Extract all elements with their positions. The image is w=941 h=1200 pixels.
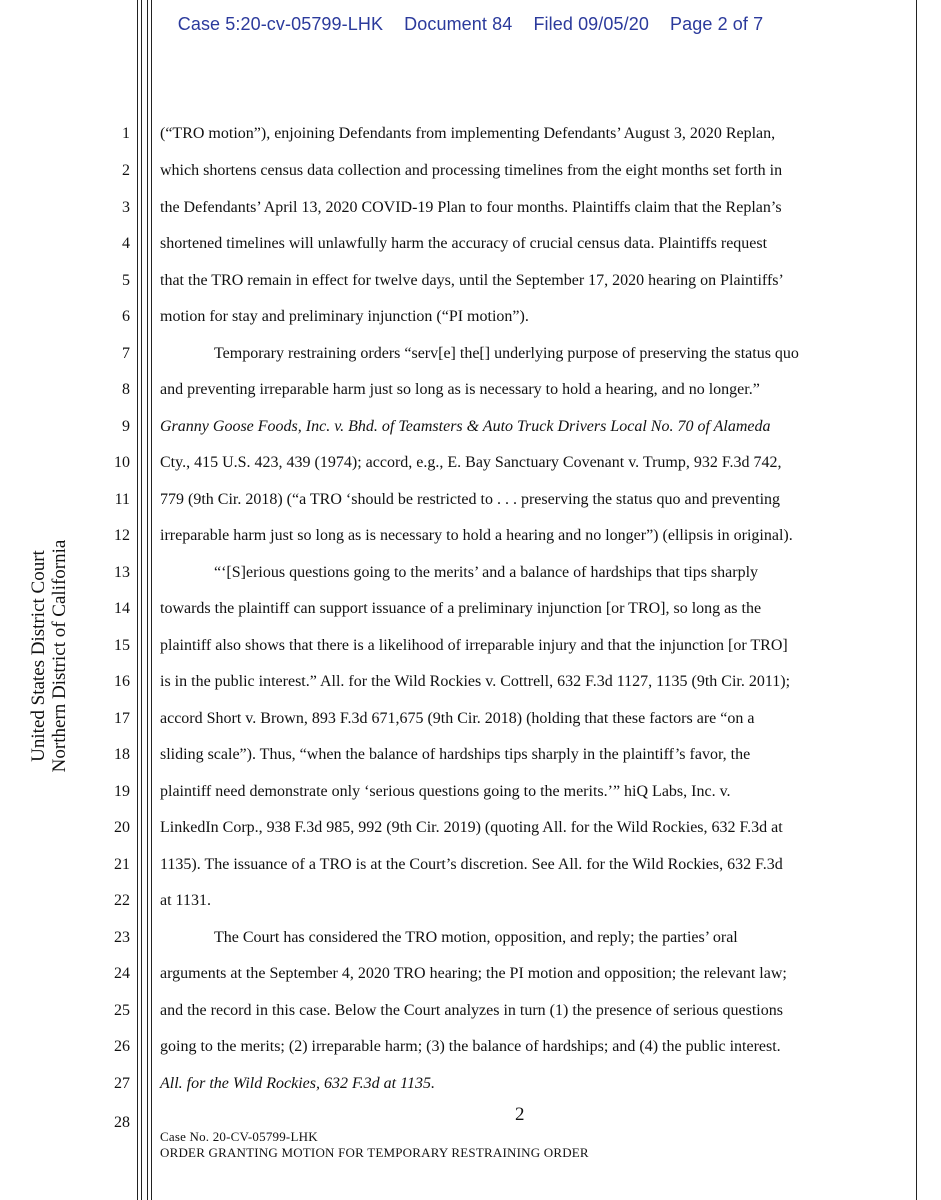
text-line: 779 (9th Cir. 2018) (“a TRO ‘should be restricted to . . . preserving the status quo and preventing <box>160 491 781 508</box>
text-line: at 1131. <box>160 892 211 909</box>
margin-rule <box>137 0 138 1200</box>
line-number: 3 <box>122 199 130 216</box>
line-number: 10 <box>114 454 130 471</box>
document-number: Document 84 <box>404 14 513 34</box>
line-number: 13 <box>114 564 130 581</box>
line-number: 6 <box>122 308 130 325</box>
line-number: 21 <box>114 856 130 873</box>
text-line: (“TRO motion”), enjoining Defendants from implementing Defendants’ August 3, 2020 Replan, <box>160 125 776 142</box>
line-number: 27 <box>114 1075 130 1092</box>
margin-rule <box>141 0 142 1200</box>
text-line: Granny Goose Foods, Inc. v. Bhd. of Teamsters & Auto Truck Drivers Local No. 70 of Alameda <box>160 418 771 435</box>
text-line: going to the merits; (2) irreparable harm; (3) the balance of hardships; and (4) the public interest. <box>160 1038 781 1055</box>
footer-case-number: Case No. 20-CV-05799-LHK <box>160 1129 318 1144</box>
line-number: 11 <box>114 491 130 508</box>
line-number: 2 <box>122 162 130 179</box>
filed-date: Filed 09/05/20 <box>533 14 649 34</box>
line-number: 26 <box>114 1038 130 1055</box>
line-number: 16 <box>114 673 130 690</box>
text-line: Cty., 415 U.S. 423, 439 (1974); accord, e.g., E. Bay Sanctuary Covenant v. Trump, 932 F.3d 742, <box>160 454 782 471</box>
text-line: The Court has considered the TRO motion, opposition, and reply; the parties’ oral <box>214 929 738 946</box>
margin-rule <box>147 0 148 1200</box>
text-line: towards the plaintiff can support issuance of a preliminary injunction [or TRO], so long as the <box>160 600 762 617</box>
line-number: 8 <box>122 381 130 398</box>
text-line: which shortens census data collection and processing timelines from the eight months set forth in <box>160 162 783 179</box>
line-number: 24 <box>114 965 130 982</box>
line-number: 4 <box>122 235 130 252</box>
case-number: Case 5:20-cv-05799-LHK <box>177 14 384 34</box>
line-number: 7 <box>122 345 130 362</box>
line-number: 28 <box>114 1114 130 1131</box>
text-line: sliding scale”). Thus, “when the balance of hardships tips sharply in the plaintiff’s favor, the <box>160 746 751 763</box>
line-number: 20 <box>114 819 130 836</box>
right-margin-rule <box>916 0 917 1200</box>
line-number: 23 <box>114 929 130 946</box>
line-number: 17 <box>114 710 130 727</box>
page-indicator: Page 2 of 7 <box>670 14 764 34</box>
text-line: “‘[S]erious questions going to the merits’ and a balance of hardships that tips sharply <box>214 564 759 581</box>
district-name: Northern District of California <box>49 539 70 773</box>
line-number: 18 <box>114 746 130 763</box>
text-line: LinkedIn Corp., 938 F.3d 985, 992 (9th Cir. 2019) (quoting All. for the Wild Rockies, 632 F.3d at <box>160 819 783 836</box>
line-number: 25 <box>114 1002 130 1019</box>
line-number: 12 <box>114 527 130 544</box>
text-line: 1135). The issuance of a TRO is at the Court’s discretion. See All. for the Wild Rockies, 632 F.3d <box>160 856 783 873</box>
text-line: accord Short v. Brown, 893 F.3d 671,675 (9th Cir. 2018) (holding that these factors are “on a <box>160 710 755 727</box>
text-line: All. for the Wild Rockies, 632 F.3d at 1135. <box>160 1075 435 1092</box>
text-line: irreparable harm just so long as is necessary to hold a hearing and no longer”) (ellipsis in original). <box>160 527 793 544</box>
page-number: 2 <box>515 1104 525 1125</box>
text-line: and preventing irreparable harm just so long as is necessary to hold a hearing, and no longer.” <box>160 381 760 398</box>
text-line: plaintiff also shows that there is a likelihood of irreparable injury and that the injunction [or TRO] <box>160 637 788 654</box>
line-number: 1 <box>122 125 130 142</box>
text-line: the Defendants’ April 13, 2020 COVID-19 Plan to four months. Plaintiffs claim that the Replan’s <box>160 199 782 216</box>
line-number: 9 <box>122 418 130 435</box>
footer-title: ORDER GRANTING MOTION FOR TEMPORARY RESTRAINING ORDER <box>160 1145 589 1160</box>
text-line: and the record in this case. Below the Court analyzes in turn (1) the presence of serious questions <box>160 1002 783 1019</box>
text-line: plaintiff need demonstrate only ‘serious questions going to the merits.’” hiQ Labs, Inc. v. <box>160 783 731 800</box>
text-line: is in the public interest.” All. for the Wild Rockies v. Cottrell, 632 F.3d 1127, 1135 (9th Cir. 2011); <box>160 673 791 690</box>
court-name: United States District Court <box>28 550 49 762</box>
line-number: 5 <box>122 272 130 289</box>
line-number: 19 <box>114 783 130 800</box>
text-line: arguments at the September 4, 2020 TRO hearing; the PI motion and opposition; the relevant law; <box>160 965 787 982</box>
line-number: 22 <box>114 892 130 909</box>
text-line: motion for stay and preliminary injunction (“PI motion”). <box>160 308 529 325</box>
text-line: that the TRO remain in effect for twelve days, until the September 17, 2020 hearing on Plaintiffs’ <box>160 272 784 289</box>
text-line: Temporary restraining orders “serv[e] the[] underlying purpose of preserving the status quo <box>214 345 799 362</box>
margin-rule <box>151 0 152 1200</box>
text-line: shortened timelines will unlawfully harm the accuracy of crucial census data. Plaintiffs request <box>160 235 768 252</box>
line-number: 14 <box>114 600 130 617</box>
line-number: 15 <box>114 637 130 654</box>
court-margin-label <box>28 466 72 846</box>
footer <box>160 1129 589 1161</box>
